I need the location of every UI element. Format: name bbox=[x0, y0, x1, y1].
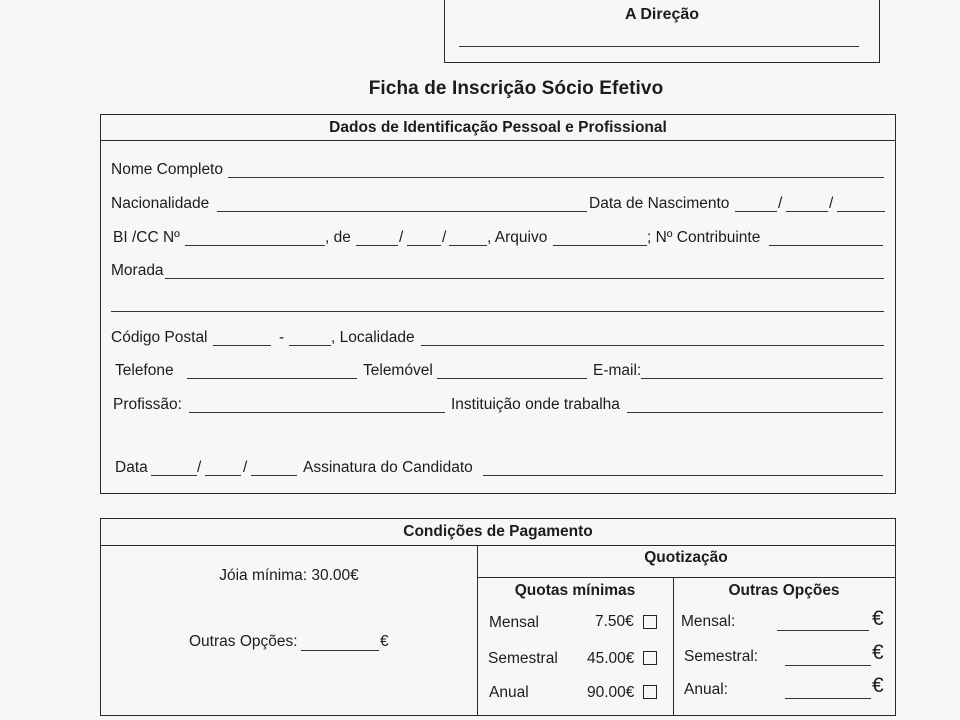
field-codigo-postal-2[interactable] bbox=[289, 345, 331, 346]
field-contribuinte[interactable] bbox=[769, 245, 883, 246]
field-profissao[interactable] bbox=[189, 412, 445, 413]
label-contribuinte: ; Nº Contribuinte bbox=[647, 229, 761, 246]
label-codigo-postal: Código Postal bbox=[111, 329, 208, 346]
outra-mensal-label: Mensal: bbox=[681, 613, 736, 630]
field-bi-mes[interactable] bbox=[407, 245, 441, 246]
label-telemovel: Telemóvel bbox=[363, 362, 433, 379]
label-arquivo: , Arquivo bbox=[487, 229, 548, 246]
row-nome bbox=[101, 159, 895, 181]
slash: / bbox=[243, 459, 248, 476]
field-nascimento-ano[interactable] bbox=[837, 211, 885, 212]
direcao-title: A Direção bbox=[624, 6, 700, 23]
row-nacionalidade bbox=[101, 193, 895, 215]
field-assinatura[interactable] bbox=[483, 475, 883, 476]
outras-opcoes-title: Outras Opções bbox=[728, 582, 840, 599]
quota-anual-checkbox[interactable] bbox=[643, 685, 657, 699]
quota-semestral-value: 45.00€ bbox=[587, 650, 635, 667]
field-morada[interactable] bbox=[165, 278, 884, 279]
field-codigo-postal-1[interactable] bbox=[213, 345, 271, 346]
row-morada bbox=[101, 260, 895, 282]
field-data-dia[interactable] bbox=[151, 475, 197, 476]
label-data: Data bbox=[115, 459, 148, 476]
field-outras-opcoes-joia[interactable] bbox=[301, 650, 379, 651]
quota-mensal-label: Mensal bbox=[489, 614, 539, 631]
euro-symbol: € bbox=[872, 607, 884, 630]
euro-symbol: € bbox=[380, 633, 389, 650]
quotizacao-divider bbox=[477, 577, 895, 578]
label-telefone: Telefone bbox=[115, 362, 174, 379]
field-arquivo[interactable] bbox=[553, 245, 647, 246]
quota-semestral-checkbox[interactable] bbox=[643, 651, 657, 665]
field-nascimento-dia[interactable] bbox=[735, 211, 777, 212]
slash: / bbox=[829, 195, 834, 212]
label-outras-opcoes: Outras Opções: bbox=[189, 633, 298, 650]
field-data-mes[interactable] bbox=[205, 475, 241, 476]
quotas-minimas-title: Quotas mínimas bbox=[514, 582, 636, 599]
quota-semestral-label: Semestral bbox=[488, 650, 558, 667]
field-instituicao[interactable] bbox=[627, 412, 883, 413]
label-instituicao: Instituição onde trabalha bbox=[451, 396, 620, 413]
field-email[interactable] bbox=[641, 378, 883, 379]
label-bi: BI /CC Nº bbox=[113, 229, 180, 246]
euro-symbol: € bbox=[872, 641, 884, 664]
label-data-nascimento: Data de Nascimento bbox=[589, 195, 730, 212]
identification-section bbox=[100, 114, 896, 494]
field-nome[interactable] bbox=[228, 177, 884, 178]
label-nome: Nome Completo bbox=[111, 161, 223, 178]
payment-header: Condições de Pagamento bbox=[101, 519, 895, 546]
label-assinatura: Assinatura do Candidato bbox=[303, 459, 473, 476]
field-localidade[interactable] bbox=[421, 345, 884, 346]
label-localidade: , Localidade bbox=[331, 329, 415, 346]
label-de: , de bbox=[325, 229, 351, 246]
field-bi-dia[interactable] bbox=[356, 245, 398, 246]
slash: / bbox=[197, 459, 202, 476]
field-nascimento-mes[interactable] bbox=[786, 211, 828, 212]
field-telemovel[interactable] bbox=[437, 378, 587, 379]
row-profissao bbox=[101, 394, 895, 416]
identification-header: Dados de Identificação Pessoal e Profissional bbox=[101, 115, 895, 141]
label-morada: Morada bbox=[111, 262, 164, 279]
row-morada-2 bbox=[101, 293, 895, 315]
field-data-ano[interactable] bbox=[251, 475, 297, 476]
outra-semestral-label: Semestral: bbox=[684, 648, 759, 665]
quotizacao-title: Quotização bbox=[644, 549, 728, 566]
field-morada-2[interactable] bbox=[111, 311, 884, 312]
outra-anual-label: Anual: bbox=[684, 681, 728, 698]
row-contactos bbox=[101, 360, 895, 382]
slash: / bbox=[778, 195, 783, 212]
field-nacionalidade[interactable] bbox=[217, 211, 587, 212]
euro-symbol: € bbox=[872, 674, 884, 697]
quota-anual-label: Anual bbox=[489, 684, 529, 701]
field-outra-mensal[interactable] bbox=[777, 630, 869, 631]
payment-divider bbox=[477, 545, 478, 715]
form-title: Ficha de Inscrição Sócio Efetivo bbox=[368, 78, 664, 99]
row-data-assinatura bbox=[101, 457, 895, 479]
quota-anual-value: 90.00€ bbox=[587, 684, 635, 701]
quota-mensal-checkbox[interactable] bbox=[643, 615, 657, 629]
label-profissao: Profissão: bbox=[113, 396, 182, 413]
field-bi-ano[interactable] bbox=[449, 245, 487, 246]
direcao-box bbox=[444, 0, 880, 63]
direcao-signature-line[interactable] bbox=[459, 46, 859, 47]
field-outra-semestral[interactable] bbox=[785, 665, 871, 666]
slash: / bbox=[442, 229, 447, 246]
field-telefone[interactable] bbox=[187, 378, 357, 379]
quota-mensal-value: 7.50€ bbox=[595, 613, 634, 630]
label-hyphen: - bbox=[279, 329, 285, 346]
row-bi bbox=[101, 227, 895, 249]
joia-minima: Jóia mínima: 30.00€ bbox=[219, 567, 359, 584]
row-codigo-postal bbox=[101, 327, 895, 349]
slash: / bbox=[399, 229, 404, 246]
field-outra-anual[interactable] bbox=[785, 698, 871, 699]
field-bi[interactable] bbox=[185, 245, 325, 246]
label-nacionalidade: Nacionalidade bbox=[111, 195, 210, 212]
payment-section bbox=[100, 518, 896, 716]
label-email: E-mail: bbox=[593, 362, 642, 379]
